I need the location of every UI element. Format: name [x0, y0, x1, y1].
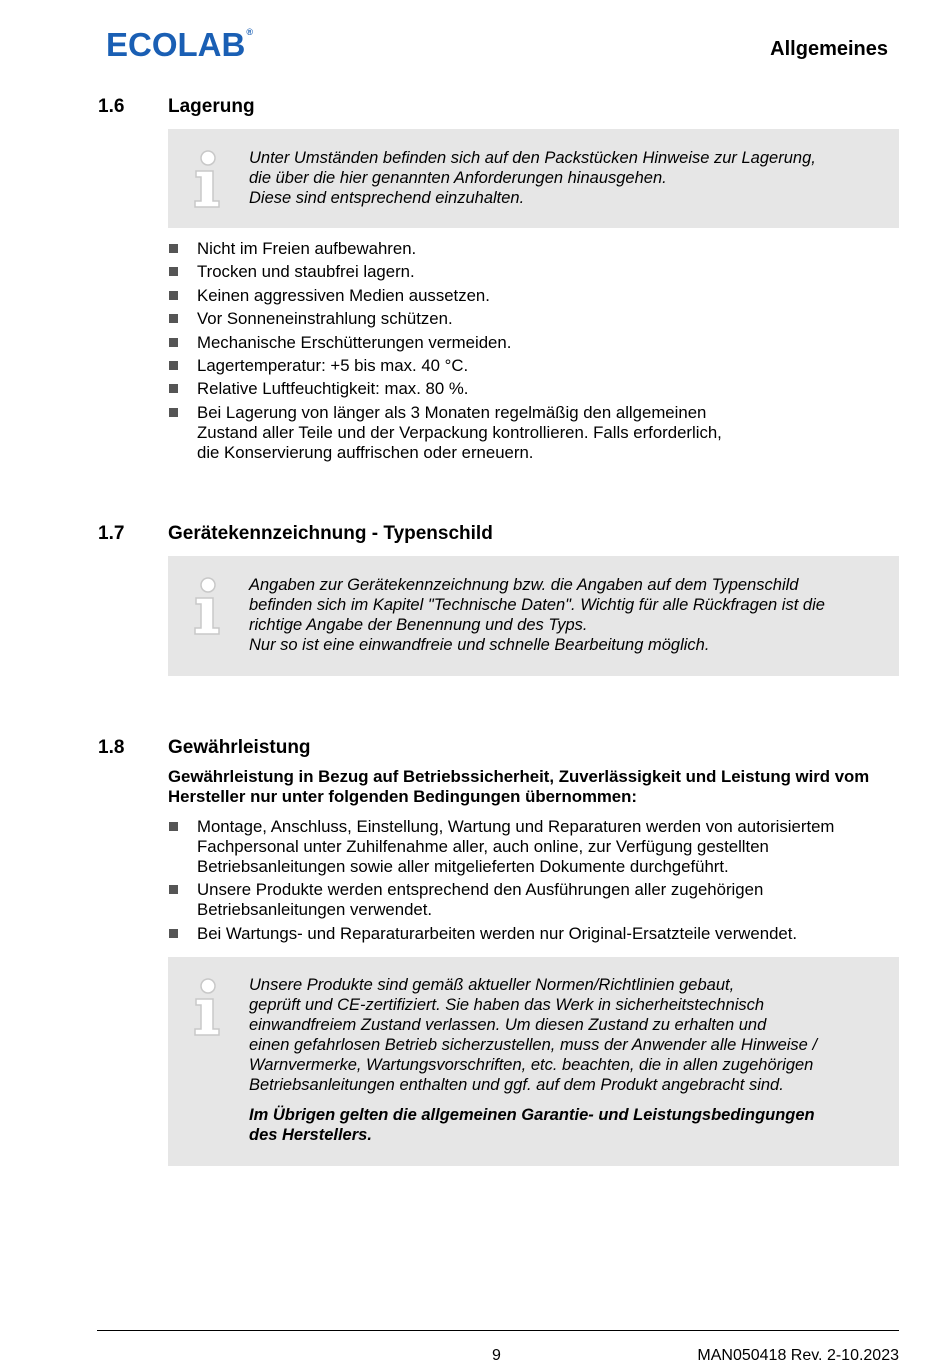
bullet-square-icon — [169, 384, 178, 393]
list-item: Nicht im Freien aufbewahren. — [168, 239, 898, 259]
bullet-square-icon — [169, 885, 178, 894]
bullet-square-icon — [169, 929, 178, 938]
list-item: Mechanische Erschütterungen vermeiden. — [168, 333, 898, 353]
document-reference: MAN050418 Rev. 2-10.2023 — [697, 1347, 899, 1364]
warranty-list — [168, 817, 898, 947]
info-text-line: einwandfreiem Zustand verlassen. Um diesen Zustand zu erhalten und — [249, 1016, 767, 1034]
section-number: 1.8 — [98, 737, 125, 758]
section-title: Gerätekennzeichnung - Typenschild — [168, 523, 493, 544]
bullet-square-icon — [169, 291, 178, 300]
bullet-square-icon — [169, 267, 178, 276]
bullet-square-icon — [169, 338, 178, 347]
list-item: Vor Sonneneinstrahlung schützen. — [168, 309, 898, 329]
section-number: 1.6 — [98, 96, 125, 117]
info-text-line: Unsere Produkte sind gemäß aktueller Normen/Richtlinien gebaut, — [249, 976, 735, 994]
info-text-line: Warnvermerke, Wartungsvorschriften, etc. beachten, die in allen zugehörigen — [249, 1056, 814, 1074]
info-text-line: Unter Umständen befinden sich auf den Packstücken Hinweise zur Lagerung, — [249, 149, 816, 167]
section-title: Gewährleistung — [168, 737, 311, 758]
bullet-square-icon — [169, 314, 178, 323]
info-text-line: Nur so ist eine einwandfreie und schnelle Bearbeitung möglich. — [249, 636, 710, 654]
info-text-bold: Im Übrigen gelten die allgemeinen Garantie- und Leistungsbedingungen des Herstellers. — [249, 1106, 815, 1144]
list-item: Trocken und staubfrei lagern. — [168, 262, 898, 282]
info-icon — [192, 576, 226, 638]
info-text-line: die über die hier genannten Anforderungen hinausgehen. — [249, 169, 667, 187]
info-text-line: einen gefahrlosen Betrieb sicherzustellen, muss der Anwender alle Hinweise / — [249, 1036, 818, 1054]
bullet-square-icon — [169, 244, 178, 253]
list-item: Lagertemperatur: +5 bis max. 40 °C. — [168, 356, 898, 376]
list-item: Unsere Produkte werden entsprechend den Ausführungen aller zugehörigen Betriebsanleitungen verwendet. — [168, 880, 898, 920]
info-box — [168, 957, 899, 1166]
info-text-line: Betriebsanleitungen enthalten und ggf. auf dem Produkt angebracht sind. — [249, 1076, 784, 1094]
footer-divider — [97, 1330, 899, 1331]
list-item: Keinen aggressiven Medien aussetzen. — [168, 286, 898, 306]
section-number: 1.7 — [98, 523, 125, 544]
storage-list — [168, 239, 898, 466]
warranty-intro: Gewährleistung in Bezug auf Betriebssicherheit, Zuverlässigkeit und Leistung wird vom Hersteller nur unter folgenden Bedingungen übernommen: — [168, 767, 870, 806]
section-title: Lagerung — [168, 96, 255, 117]
list-item: Bei Lagerung von länger als 3 Monaten regelmäßig den allgemeinen Zustand aller Teile und der Verpackung kontrollieren. Falls erforderlich, die Konservierung auffrischen oder erneuern. — [168, 403, 898, 463]
info-text-line: richtige Angabe der Benennung und des Typs. — [249, 616, 588, 634]
info-box — [168, 129, 899, 228]
info-icon — [192, 149, 226, 211]
bullet-square-icon — [169, 822, 178, 831]
list-item: Montage, Anschluss, Einstellung, Wartung und Reparaturen werden von autorisiertem Fachpersonal unter Zuhilfenahme aller, auch online, zur Verfügung gestellten Betriebsanleitungen sowie aller mitgelieferten Dokumente durchgeführt. — [168, 817, 898, 877]
list-item: Bei Wartungs- und Reparaturarbeiten werden nur Original-Ersatzteile verwendet. — [168, 924, 898, 944]
info-text-line: geprüft und CE-zertifiziert. Sie haben das Werk in sicherheitstechnisch — [249, 996, 765, 1014]
bullet-square-icon — [169, 408, 178, 417]
info-icon — [192, 977, 226, 1039]
page-number: 9 — [492, 1347, 501, 1364]
bullet-square-icon — [169, 361, 178, 370]
info-text-line: Diese sind entsprechend einzuhalten. — [249, 189, 525, 207]
ecolab-logo: ECOLAB® — [106, 26, 253, 63]
list-item: Relative Luftfeuchtigkeit: max. 80 %. — [168, 379, 898, 399]
info-box — [168, 556, 899, 676]
chapter-title: Allgemeines — [770, 38, 888, 60]
info-text-line: Angaben zur Gerätekennzeichnung bzw. die Angaben auf dem Typenschild — [249, 576, 799, 594]
info-text-line: befinden sich im Kapitel "Technische Daten". Wichtig für alle Rückfragen ist die — [249, 596, 825, 614]
